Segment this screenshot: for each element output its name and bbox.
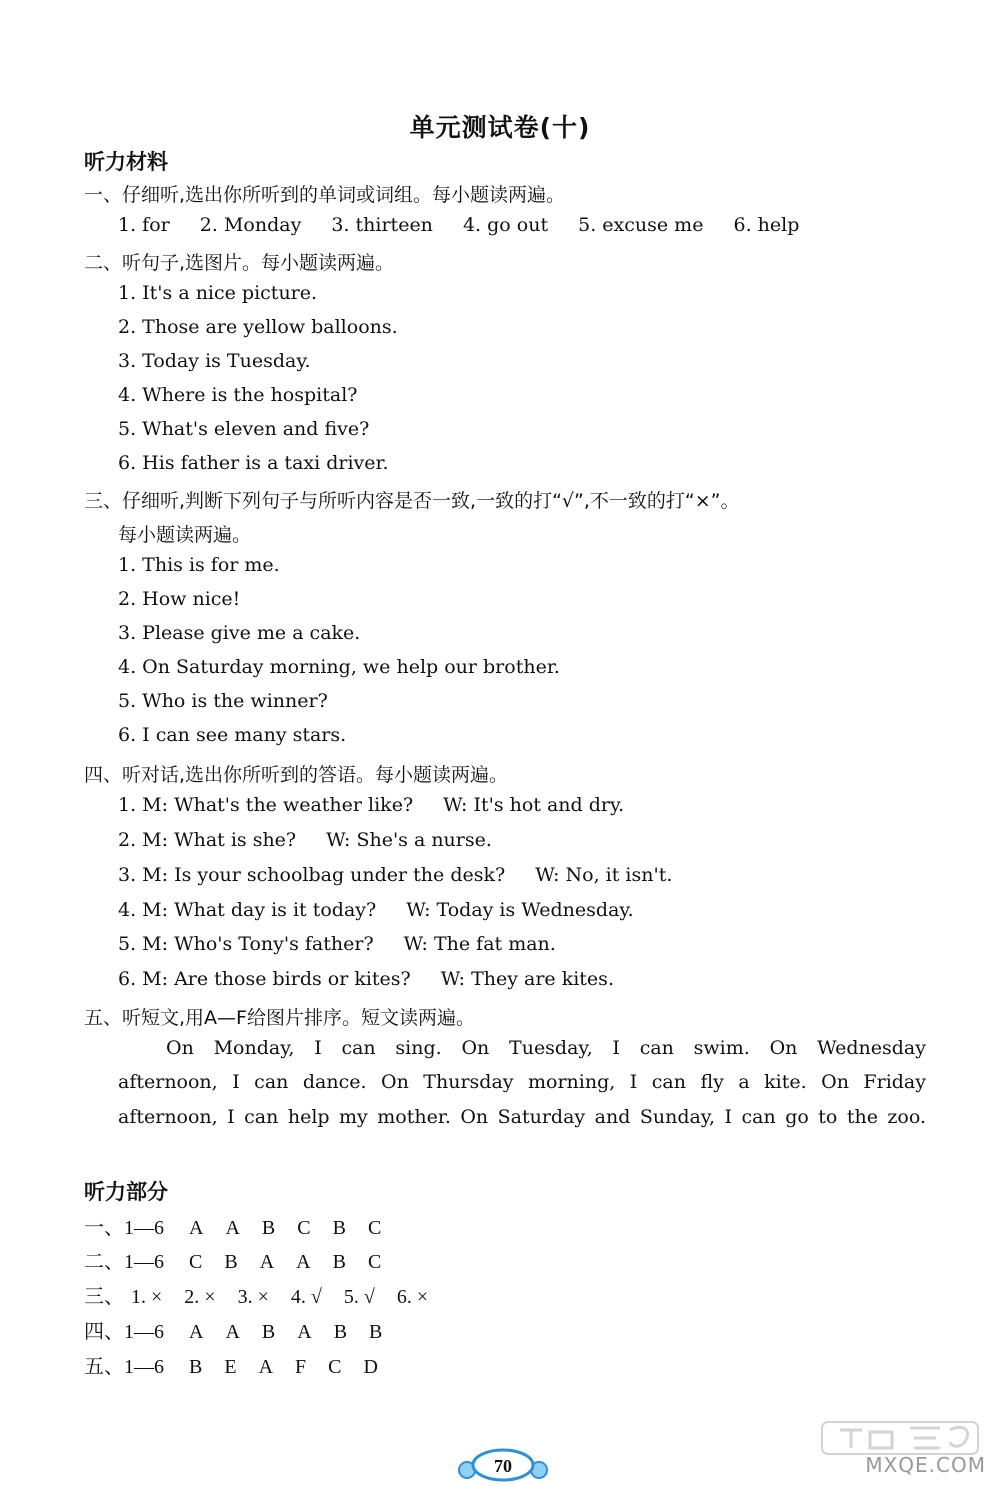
answer-token: B [224,1251,238,1273]
answer-token: A [296,1251,311,1273]
answer-token: A [225,1217,240,1239]
question-3-prompt-cont: 每小题读两遍。 [118,524,252,546]
dialogue-item [118,794,624,816]
answer-row [84,1211,398,1240]
answer-token: 6. × [396,1286,429,1308]
passage-line: afternoon, I can dance. On Thursday morning, I can fly a kite. On Friday [118,1071,926,1093]
question-2-item: 5. What's eleven and five? [118,418,370,440]
answer-token: F [295,1356,307,1378]
answer-token: A [225,1321,240,1343]
section-heading-answers: 听力部分 [84,1180,168,1204]
answer-token: B [332,1217,346,1239]
question-2-item: 3. Today is Tuesday. [118,350,311,372]
answer-token: B [261,1321,276,1343]
answer-token: 1. × [131,1286,163,1308]
dialogue-item [118,864,672,886]
answer-token: E [224,1356,237,1378]
answer-row [84,1280,445,1309]
question-3-item: 1. This is for me. [118,554,280,576]
answer-token: B [369,1321,383,1343]
answer-label: 五、1—6 [84,1356,164,1378]
answer-token: 2. × [184,1286,216,1308]
dialogue-m: 4. M: What day is it today? [118,899,377,921]
question-3-prompt: 三、仔细听,判断下列句子与所听内容是否一致,一致的打“√”,不一致的打“×”。 [84,490,740,512]
passage-line: afternoon, I can help my mother. On Saturday and Sunday, I can go to the zoo. [118,1106,926,1128]
dialogue-m: 3. M: Is your schoolbag under the desk? [118,864,506,886]
question-2-item: 1. It's a nice picture. [118,282,318,304]
answer-token: 5. √ [343,1286,375,1308]
dialogue-w: W: Today is Wednesday. [406,899,634,921]
answer-token: C [189,1251,203,1273]
question-3-item: 4. On Saturday morning, we help our brother. [118,656,560,678]
dialogue-w: W: They are kites. [440,968,614,990]
answer-row [84,1315,399,1344]
dialogue-m: 2. M: What is she? [118,829,297,851]
page-number: 70 [494,1456,512,1476]
dialogue-m: 1. M: What's the weather like? [118,794,414,816]
answer-token: C [328,1356,342,1378]
dialogue-item [118,899,634,921]
word-item: 1. for [118,214,170,236]
answer-token: C [367,1217,382,1239]
dialogue-item [118,933,556,955]
question-3-item: 6. I can see many stars. [118,724,347,746]
dialogue-item [118,829,492,851]
answer-token: C [297,1217,311,1239]
answer-token: A [258,1356,274,1378]
answer-token: A [189,1217,204,1239]
answer-token: A [189,1321,204,1343]
answer-token: 3. × [237,1286,269,1308]
word-item: 3. thirteen [331,214,433,236]
answer-label: 一、1—6 [84,1217,164,1239]
page-number-badge [458,1448,548,1484]
answer-token: B [333,1321,348,1343]
question-1-words [118,214,823,236]
question-3-item: 2. How nice! [118,588,241,610]
question-3-item: 3. Please give me a cake. [118,622,361,644]
word-item: 4. go out [462,214,549,236]
answer-token: A [259,1251,275,1273]
answer-token: B [189,1356,203,1378]
dialogue-m: 5. M: Who's Tony's father? [118,933,374,955]
answer-label: 四、1—6 [84,1321,164,1343]
question-2-prompt: 二、听句子,选图片。每小题读两遍。 [84,252,395,274]
question-3-item: 5. Who is the winner? [118,690,328,712]
answer-token: C [367,1251,382,1273]
answer-label: 二、1—6 [84,1251,164,1273]
question-4-prompt: 四、听对话,选出你所听到的答语。每小题读两遍。 [84,764,509,786]
dialogue-w: W: No, it isn't. [535,864,673,886]
answer-label: 三、 [84,1286,124,1308]
passage-line: On Monday, I can sing. On Tuesday, I can swim. On Wednesday [166,1037,926,1059]
question-2-item: 4. Where is the hospital? [118,384,358,406]
page-title: 单元测试卷(十) [409,113,591,142]
word-item: 5. excuse me [578,214,704,236]
dialogue-w: W: She's a nurse. [326,829,492,851]
watermark-domain: MXQE.COM [865,1453,986,1477]
answer-token: A [297,1321,312,1343]
dialogue-w: W: It's hot and dry. [443,794,625,816]
dialogue-m: 6. M: Are those birds or kites? [118,968,411,990]
dialogue-w: W: The fat man. [403,933,556,955]
question-1-prompt: 一、仔细听,选出你所听到的单词或词组。每小题读两遍。 [84,184,566,206]
section-heading-material: 听力材料 [84,150,168,174]
answer-token: 4. √ [290,1286,322,1308]
question-5-prompt: 五、听短文,用A—F给图片排序。短文读两遍。 [84,1007,475,1029]
watermark-logo-icon [810,1418,990,1458]
question-2-item: 6. His father is a taxi driver. [118,452,389,474]
word-item: 2. Monday [199,214,302,236]
question-2-item: 2. Those are yellow balloons. [118,316,398,338]
answer-token: B [261,1217,276,1239]
answer-row [84,1350,395,1379]
answer-token: B [332,1251,346,1273]
word-item: 6. help [733,214,800,236]
answer-row [84,1245,398,1274]
answer-token: D [363,1356,378,1378]
dialogue-item [118,968,614,990]
